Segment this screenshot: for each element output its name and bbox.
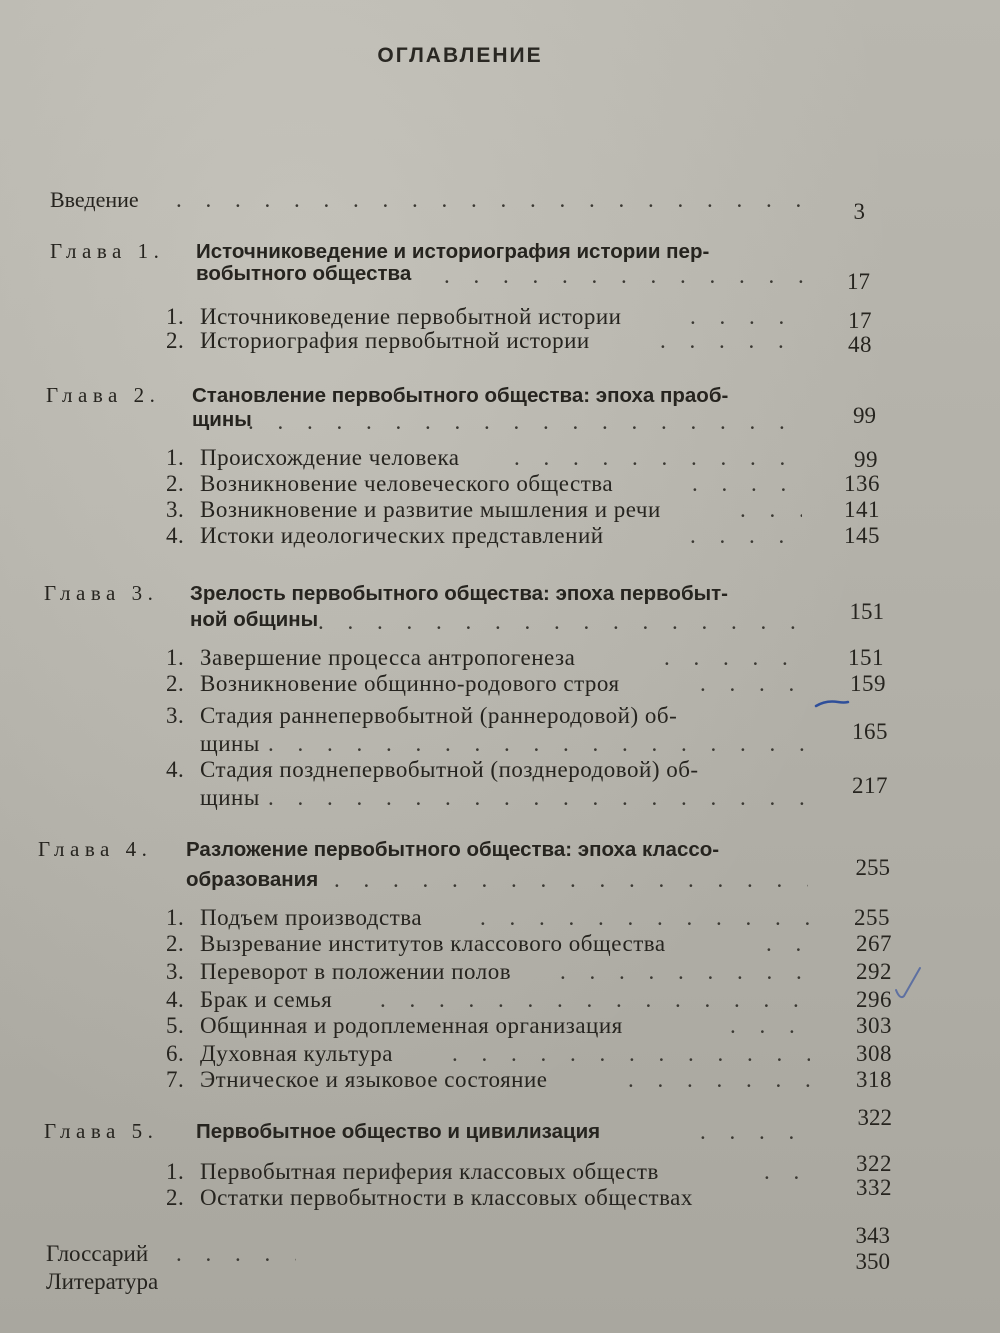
intro-page: 3 bbox=[853, 199, 865, 224]
pen-check-mark bbox=[890, 960, 930, 1010]
section-title: Переворот в положении полов bbox=[200, 959, 512, 984]
section-page: 17 bbox=[848, 308, 872, 333]
section-title: Вызревание институтов классового общества bbox=[200, 931, 666, 956]
dot-leader bbox=[560, 958, 810, 985]
dot-leader bbox=[690, 522, 802, 549]
glossary-label: Глоссарий bbox=[46, 1241, 149, 1266]
section-number: 6. bbox=[166, 1041, 185, 1066]
toc-chapter-4[interactable] bbox=[0, 836, 1000, 896]
section-number: 4. bbox=[166, 523, 185, 548]
dot-leader bbox=[628, 1066, 810, 1093]
toc-chapter-1[interactable] bbox=[0, 238, 1000, 298]
chapter-4-title-line-1: Разложение первобытного общества: эпоха классо- bbox=[186, 838, 720, 861]
page-title: ОГЛАВЛЕНИЕ bbox=[377, 44, 543, 67]
chapter-1-title-line-2: вобытного общества bbox=[196, 262, 412, 285]
section-number: 4. bbox=[166, 987, 185, 1012]
chapter-3-page: 151 bbox=[849, 599, 884, 624]
section-number: 3. bbox=[166, 497, 185, 522]
section-number: 2. bbox=[166, 931, 185, 956]
dot-leader bbox=[248, 408, 804, 435]
chapter-3-title-line-1: Зрелость первобытного общества: эпоха первобыт- bbox=[190, 582, 728, 605]
chapter-1-title-line-1: Источниковедение и историография истории пер- bbox=[196, 240, 710, 263]
dot-leader bbox=[690, 303, 802, 330]
dot-leader bbox=[444, 262, 804, 289]
section-number: 7. bbox=[166, 1067, 185, 1092]
section-title: Возникновение общинно-родового строя bbox=[200, 671, 620, 696]
dot-leader bbox=[334, 866, 808, 893]
chapter-2-prefix: Глава 2. bbox=[46, 383, 161, 407]
dot-leader bbox=[664, 644, 804, 671]
chapter-4-prefix: Глава 4. bbox=[38, 837, 153, 861]
section-title: Источниковедение первобытной истории bbox=[200, 304, 622, 329]
dot-leader bbox=[318, 608, 804, 635]
dot-leader bbox=[730, 1012, 810, 1039]
section-number: 2. bbox=[166, 471, 185, 496]
dot-leader bbox=[514, 444, 802, 471]
section-number: 1. bbox=[166, 905, 185, 930]
section-title: Возникновение человеческого общества bbox=[200, 471, 614, 496]
pen-dash-mark bbox=[812, 694, 852, 714]
chapter-4-page: 255 bbox=[855, 855, 890, 880]
section-page: 159 bbox=[850, 671, 886, 696]
chapter-1-prefix: Глава 1. bbox=[50, 239, 165, 263]
section-title-continued: щины bbox=[200, 731, 260, 756]
section-page: 141 bbox=[844, 497, 880, 522]
section-number: 1. bbox=[166, 645, 185, 670]
section-page: 151 bbox=[848, 645, 884, 670]
chapter-5-page: 322 bbox=[857, 1105, 892, 1130]
toc-chapter-3[interactable] bbox=[0, 580, 1000, 640]
section-number: 2. bbox=[166, 1185, 185, 1210]
section-title: Историография первобытной истории bbox=[200, 328, 590, 353]
chapter-5-prefix: Глава 5. bbox=[44, 1119, 159, 1143]
dot-leader bbox=[176, 186, 806, 213]
section-number: 5. bbox=[166, 1013, 185, 1038]
dot-leader bbox=[480, 904, 810, 931]
section-number: 3. bbox=[166, 703, 185, 728]
chapter-2-title-line-1: Становление первобытного общества: эпоха праоб- bbox=[192, 384, 729, 407]
section-page: 292 bbox=[856, 959, 892, 984]
section-title: Возникновение и развитие мышления и речи bbox=[200, 497, 661, 522]
section-title: Происхождение человека bbox=[200, 445, 460, 470]
dot-leader bbox=[764, 1158, 810, 1185]
section-title: Брак и семья bbox=[200, 987, 333, 1012]
toc-section-3-4[interactable] bbox=[0, 756, 1000, 812]
section-number: 2. bbox=[166, 671, 185, 696]
section-title-continued: щины bbox=[200, 785, 260, 810]
chapter-3-prefix: Глава 3. bbox=[44, 581, 159, 605]
section-number: 1. bbox=[166, 304, 185, 329]
dot-leader bbox=[660, 327, 802, 354]
toc-chapter-2[interactable] bbox=[0, 382, 1000, 442]
section-page: 145 bbox=[844, 523, 880, 548]
section-title: Этническое и языковое состояние bbox=[200, 1067, 548, 1092]
section-title: Остатки первобытности в классовых обществах bbox=[200, 1185, 693, 1210]
chapter-5-title-line-1: Первобытное общество и цивилизация bbox=[196, 1120, 601, 1143]
section-title: Завершение процесса антропогенеза bbox=[200, 645, 576, 670]
section-page: 318 bbox=[856, 1067, 892, 1092]
dot-leader bbox=[700, 1118, 810, 1145]
section-title: Стадия позднепервобытной (позднеродовой) об- bbox=[200, 757, 699, 782]
glossary-page: 343 bbox=[855, 1223, 890, 1248]
chapter-1-page: 17 bbox=[847, 269, 870, 294]
section-page: 296 bbox=[856, 987, 892, 1012]
section-page: 332 bbox=[856, 1175, 892, 1200]
literature-page: 350 bbox=[855, 1249, 890, 1274]
section-page: 217 bbox=[852, 773, 888, 798]
section-title: Стадия раннепервобытной (раннеродовой) об- bbox=[200, 703, 678, 728]
section-title: Духовная культура bbox=[200, 1041, 393, 1066]
chapter-2-title-line-2: щины bbox=[192, 408, 252, 431]
dot-leader bbox=[692, 470, 804, 497]
section-page: 48 bbox=[848, 332, 872, 357]
toc-entry-intro[interactable] bbox=[0, 186, 1000, 224]
section-number: 2. bbox=[166, 328, 185, 353]
dot-leader bbox=[700, 670, 804, 697]
section-page: 165 bbox=[852, 719, 888, 744]
section-page: 99 bbox=[854, 447, 878, 472]
dot-leader bbox=[452, 1040, 810, 1067]
chapter-4-title-line-2: образования bbox=[186, 868, 319, 891]
section-title: Общинная и родоплеменная организация bbox=[200, 1013, 623, 1038]
section-number: 3. bbox=[166, 959, 185, 984]
section-title: Подъем производства bbox=[200, 905, 423, 930]
dot-leader bbox=[380, 986, 810, 1013]
section-page: 255 bbox=[854, 905, 890, 930]
section-page: 267 bbox=[856, 931, 892, 956]
chapter-2-page: 99 bbox=[853, 403, 876, 428]
dot-leader bbox=[176, 1240, 296, 1267]
section-page: 136 bbox=[844, 471, 880, 496]
chapter-3-title-line-2: ной общины bbox=[190, 608, 319, 631]
section-title: Первобытная периферия классовых обществ bbox=[200, 1159, 659, 1184]
literature-label: Литература bbox=[46, 1269, 159, 1294]
section-number: 4. bbox=[166, 757, 185, 782]
toc-chapter-5[interactable] bbox=[0, 1105, 1000, 1146]
dot-leader bbox=[268, 784, 804, 811]
section-number: 1. bbox=[166, 1159, 185, 1184]
dot-leader bbox=[268, 730, 804, 757]
section-number: 1. bbox=[166, 445, 185, 470]
dot-leader bbox=[740, 496, 802, 523]
intro-label: Введение bbox=[50, 187, 139, 212]
section-title: Истоки идеологических представлений bbox=[200, 523, 604, 548]
section-page: 303 bbox=[856, 1013, 892, 1038]
section-page: 308 bbox=[856, 1041, 892, 1066]
section-page: 322 bbox=[856, 1151, 892, 1176]
dot-leader bbox=[766, 930, 810, 957]
